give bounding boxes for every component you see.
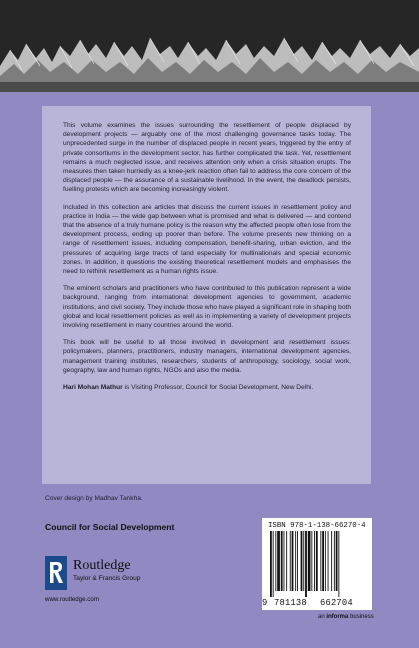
barcode-icon bbox=[268, 531, 368, 597]
barcode-bar bbox=[336, 531, 338, 591]
barcode-bar bbox=[305, 531, 307, 597]
book-description bbox=[63, 121, 351, 400]
cover-photo-banner bbox=[0, 0, 419, 92]
informa-brand: informa bbox=[326, 614, 349, 620]
informa-suffix: business bbox=[348, 614, 374, 620]
author-bio bbox=[63, 383, 351, 392]
copublisher-name: Council for Social Development bbox=[45, 522, 175, 532]
description-paragraph-1: This volume examines the issues surrounding the resettlement of people displaced by development projects — arguably one of the most challenging governance tasks today. The unprecedented surge in the number of displaced people in recent years, triggered by the entry of private consortiums in the development sector, has further complicated the task. Yet, resettlement remains a much neglected issue, and receives attention only when a crisis situation erupts. The measures then taken hurriedly as a knee-jerk reaction often fail to address the core concern of the displaced people — the assurance of a sustainable livelihood. In the event, the deadlock persists, fuelling protests which are becoming increasingly violent. bbox=[63, 122, 351, 194]
barcode-bar bbox=[284, 531, 285, 591]
barcode-bar bbox=[311, 531, 312, 591]
barcode-bar bbox=[338, 531, 339, 597]
author-bio-text: is Visiting Professor, Council for Social Development, New Delhi. bbox=[122, 384, 314, 392]
informa-prefix: an bbox=[318, 614, 327, 620]
barcode-bar bbox=[314, 531, 315, 591]
barcode-bar bbox=[322, 531, 324, 591]
barcode-bar bbox=[295, 531, 296, 591]
informa-business-line bbox=[318, 614, 374, 620]
description-paragraph-3: The eminent scholars and practitioners who have contributed to this publication represent a wide background, ranging from international development agencies to government, academic institutions, and civil society. They include those who have played a significant role in shaping both global and local resettlement policies as well as in implementing a variety of development projects involving resettlement in many countries around the world. bbox=[63, 285, 351, 330]
barcode-bar bbox=[320, 531, 321, 591]
barcode-bar bbox=[334, 531, 335, 591]
cover-design-credit: Cover design by Madhav Tankha. bbox=[45, 495, 143, 502]
barcode-bar bbox=[308, 531, 311, 591]
barcode-bar bbox=[290, 531, 291, 591]
routledge-wordmark: Routledge bbox=[73, 558, 131, 573]
barcode-bar bbox=[270, 531, 272, 597]
barcode-bar bbox=[292, 531, 294, 591]
barcode-bar bbox=[303, 531, 304, 591]
barcode-group-2: 662704 bbox=[320, 598, 353, 608]
publisher-website: www.routledge.com bbox=[45, 596, 99, 603]
description-paragraph-2: Included in this collection are articles that discuss the current issues in resettlement policy and practice in India — the wide gap between what is promised and what is delivered — and contend that the absence of a truly humane policy is the reason why the affected people often lose from the development process, ending up poorer than before. The volume presents new thinking on a range of resettlement issues, including compensation, benefit-sharing, urban eviction, and the pressures of acquiring large tracts of land especially for multinationals and special economic zones. In addition, it questions the existing theoretical resettlement models and emphasises the need to rethink resettlement as a human rights issue. bbox=[63, 203, 351, 276]
barcode-bar bbox=[297, 531, 298, 591]
description-paragraph-4: This book will be useful to all those involved in development and resettlement issues: policymakers, planners, practitioners, industry managers, international development agencies, management training institutes, researchers, students of anthropology, sociology, social work, geography, law and human rights, NGOs and also the media. bbox=[63, 339, 351, 374]
barcode-bar bbox=[275, 531, 276, 591]
barcode-bar bbox=[286, 531, 287, 591]
isbn-label: ISBN 978-1-138-66270-4 bbox=[268, 522, 366, 530]
barcode-bar bbox=[281, 531, 283, 591]
barcode-bar bbox=[325, 531, 326, 591]
barcode-first-digit: 9 bbox=[262, 598, 268, 608]
barcode-bar bbox=[301, 531, 303, 591]
taylor-francis-group: Taylor & Francis Group bbox=[73, 575, 141, 582]
routledge-r-icon bbox=[45, 556, 67, 590]
barcode-bar bbox=[328, 531, 329, 591]
barcode-bar bbox=[277, 531, 280, 591]
barcode-bar bbox=[273, 531, 274, 597]
barcode-bar bbox=[316, 531, 318, 591]
barcode-bar bbox=[331, 531, 332, 591]
author-name: Hari Mohan Mathur bbox=[63, 384, 123, 392]
rooftops-illustration bbox=[0, 0, 419, 92]
barcode-group-1: 781138 bbox=[274, 598, 307, 608]
